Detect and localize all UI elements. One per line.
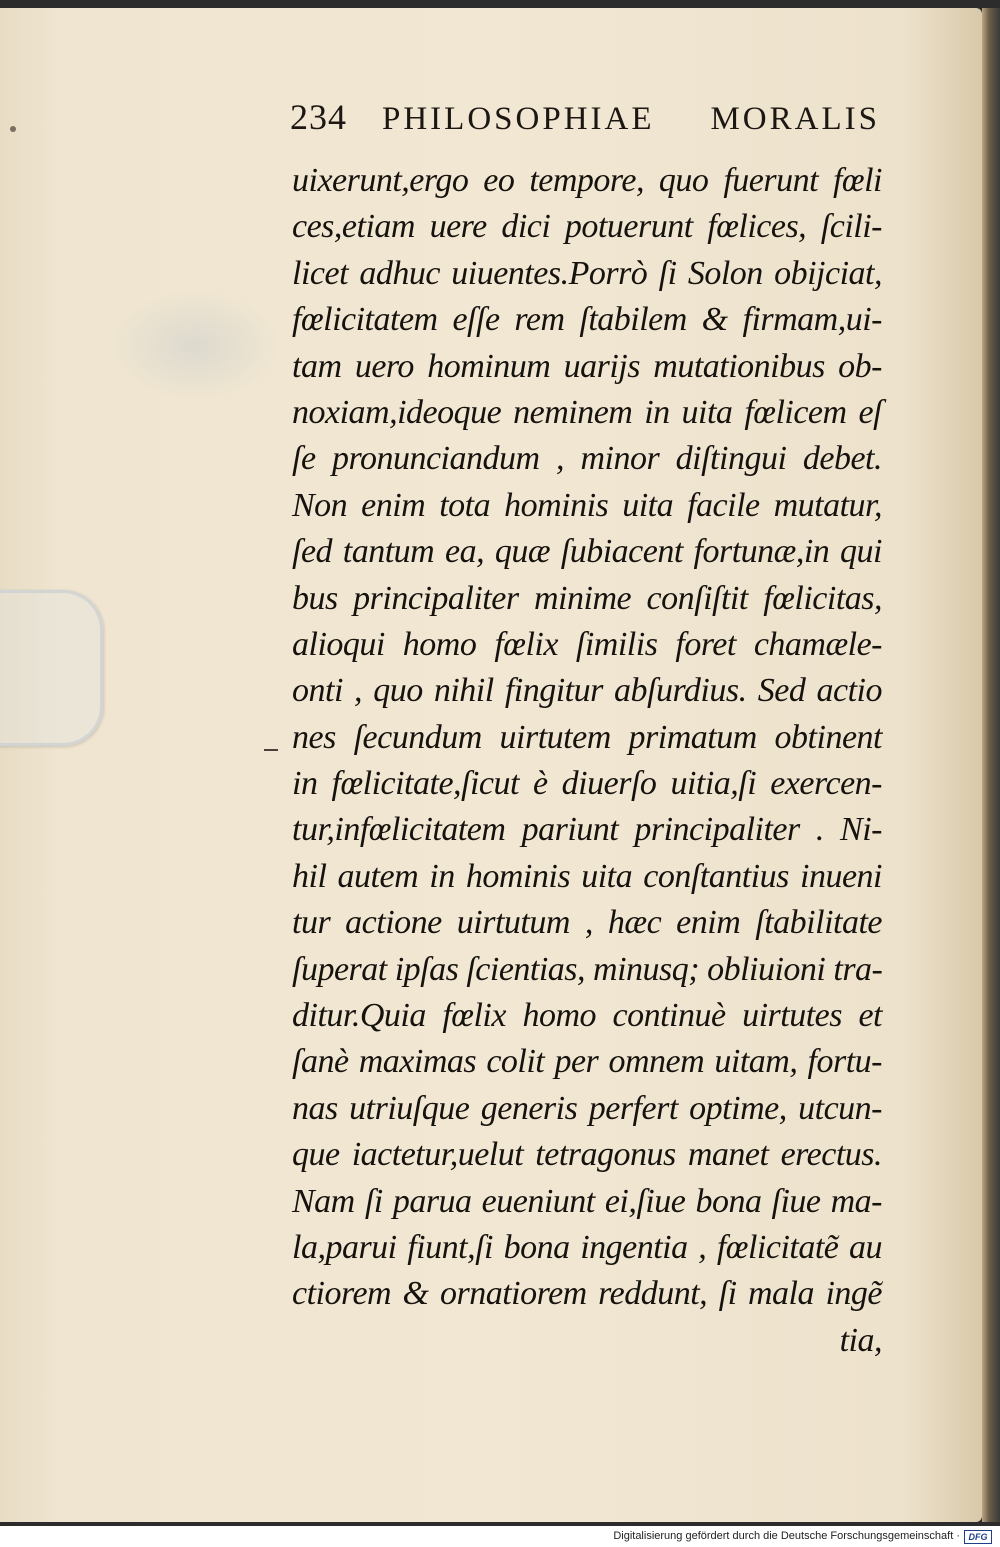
text-line: Non enim tota hominis uita facile mutatur,	[292, 486, 882, 524]
text-line: nes ſecundum uirtutem primatum obtinent	[292, 718, 882, 756]
binding-hole	[10, 126, 16, 132]
digitization-footer	[0, 1526, 1000, 1547]
text-line: alioqui homo fœlix ſimilis foret chamæle-	[292, 625, 882, 663]
text-line: ditur.Quia fœlix homo continuè uirtutes et	[292, 997, 882, 1035]
text-line: fœlicitatem eſſe rem ſtabilem & firmam,ui-	[292, 301, 882, 339]
text-line: ſed tantum ea, quæ ſubiacent fortunæ,in qui	[292, 533, 882, 571]
text-line: ces,etiam uere dici potuerunt fœlices, ſcili-	[292, 208, 882, 246]
page-edge	[982, 8, 1000, 1522]
running-head	[290, 96, 880, 138]
text-line: que iactetur,uelut tetragonus manet erectus.	[292, 1136, 882, 1174]
catchword: tia,	[839, 1321, 882, 1359]
funding-credit: Digitalisierung gefördert durch die Deutsche Forschungsgemeinschaft ·	[613, 1530, 960, 1542]
running-title	[382, 101, 880, 138]
text-line: bus principaliter minime conſiſtit fœlicitas,	[292, 579, 882, 617]
text-line: nas utriuſque generis perfert optime, utcun-	[292, 1089, 882, 1127]
page-number: 234	[290, 97, 347, 137]
text-line: onti , quo nihil fingitur abſurdius. Sed actio	[292, 672, 882, 710]
text-line: licet adhuc uiuentes.Porrò ſi Solon obijciat,	[292, 254, 882, 292]
text-line: ſuperat ipſas ſcientias, minusq; obliuioni tra-	[292, 950, 883, 988]
text-line: la,parui fiunt,ſi bona ingentia , fœlicitatẽ au	[292, 1228, 882, 1266]
text-line: ſe pronunciandum , minor diſtingui debet.	[292, 440, 882, 478]
page-clip	[0, 590, 103, 746]
text-line: in fœlicitate,ſicut è diuerſo uitia,ſi exercen-	[292, 765, 882, 803]
text-line: tam uero hominum uarijs mutationibus ob-	[292, 347, 882, 385]
text-line: ctiorem & ornatiorem reddunt, ſi mala ingẽ	[292, 1275, 882, 1313]
text-line: Nam ſi parua eueniunt ei,ſiue bona ſiue ma-	[292, 1182, 882, 1220]
text-line: noxiam,ideoque neminem in uita fœlicem eſ	[292, 393, 882, 431]
text-block	[292, 158, 882, 1364]
running-title-word: PHILOSOPHIAE	[382, 101, 655, 137]
margin-mark	[264, 749, 278, 751]
text-line: ſanè maximas colit per omnem uitam, fortu-	[292, 1043, 882, 1081]
dfg-logo-icon: DFG	[964, 1530, 992, 1544]
text-line: tur actione uirtutum , hæc enim ſtabilitate	[292, 904, 882, 942]
text-line: tur,infœlicitatem pariunt principaliter . Ni-	[292, 811, 882, 849]
ink-bleed-stain	[110, 290, 280, 400]
text-line: uixerunt,ergo eo tempore, quo fuerunt fœli	[292, 162, 882, 199]
text-line: hil autem in hominis uita conſtantius inueni	[292, 857, 882, 895]
running-title-word: MORALIS	[710, 101, 880, 137]
